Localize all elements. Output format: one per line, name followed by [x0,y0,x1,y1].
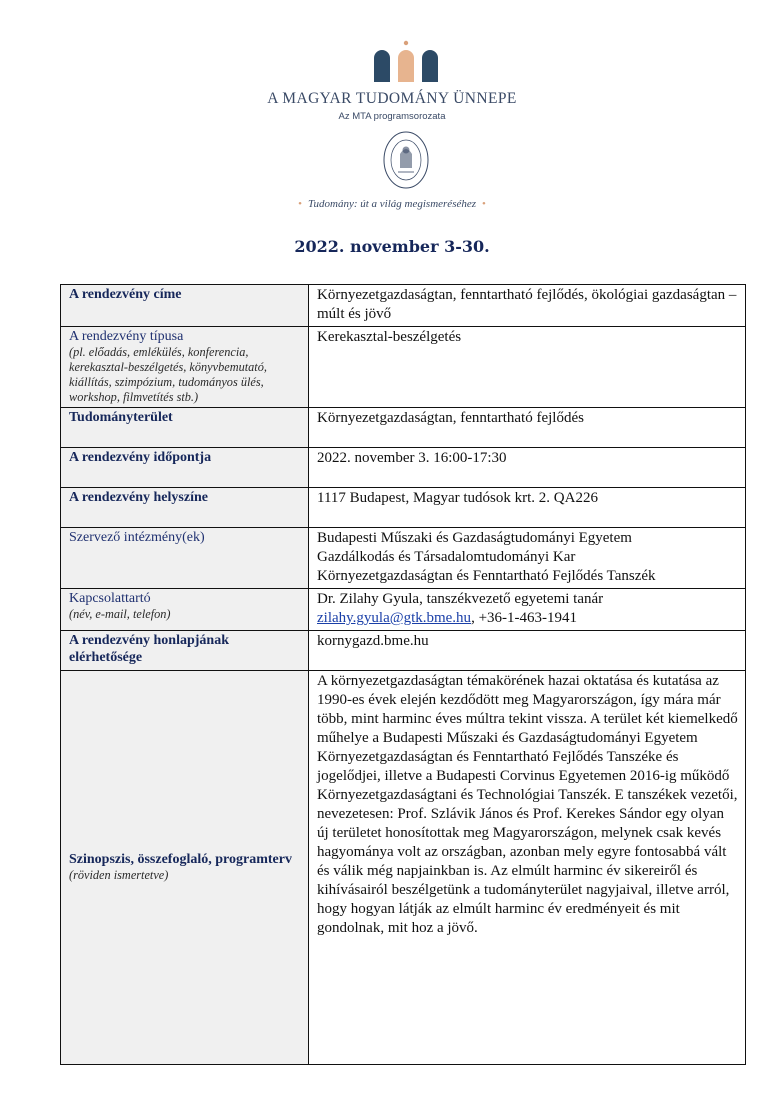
website-value: kornygazd.bme.hu [309,631,746,671]
row-label: Tudományterület [69,410,173,425]
row-label: Kapcsolattartó [69,591,151,606]
contact-name: Dr. Zilahy Gyula, tanszékvezető egyetemi tanár [317,591,604,607]
label-cell [61,631,309,671]
event-info-table [60,284,746,1065]
field-value: Környezetgazdaságtan, fenntartható fejlődés [309,408,746,448]
organizer-line: Gazdálkodás és Társadalomtudományi Kar [317,549,576,565]
contact-line [317,609,739,628]
table-row [61,327,746,408]
table-row [61,631,746,671]
event-type-value: Kerekasztal-beszélgetés [309,327,746,408]
table-row [61,448,746,488]
row-label: A rendezvény címe [69,287,182,302]
row-hint: (név, e-mail, telefon) [69,607,171,621]
time-value: 2022. november 3. 16:00-17:30 [309,448,746,488]
org-subtitle: Az MTA programsorozata [338,111,446,122]
label-cell [61,589,309,631]
table-row [61,408,746,448]
table-row [61,589,746,631]
label-cell [61,528,309,589]
row-label: A rendezvény típusa [69,329,184,344]
org-title: A MAGYAR TUDOMÁNY ÜNNEPE [267,90,517,107]
row-label: Szinopszis, összefoglaló, programterv [69,852,292,867]
organizer-line: Környezetgazdaságtan és Fenntartható Fejlődés Tanszék [317,568,656,584]
contact-value [309,589,746,631]
label-cell [61,285,309,327]
label-cell [61,327,309,408]
label-cell [61,488,309,528]
row-label: A rendezvény honlapjának elérhetősége [69,633,229,665]
row-hint: (pl. előadás, emlékülés, konferencia, kerekasztal-beszélgetés, könyvbemutató, kiállítás, szimpózium, tudományos ülés, workshop, filmvetítés stb.) [69,345,267,404]
row-label: Szervező intézmény(ek) [69,530,205,545]
mta-logo-icon [372,40,440,82]
table-row [61,488,746,528]
date-range-title: 2022. november 3-30. [294,237,490,256]
motto-text: Tudomány: út a világ megismeréséhez [307,198,477,210]
organizer-value [309,528,746,589]
table-row [61,528,746,589]
label-cell [61,448,309,488]
table-row [61,285,746,327]
row-label: A rendezvény helyszíne [69,490,208,505]
table-row [61,671,746,1065]
venue-value: 1117 Budapest, Magyar tudósok krt. 2. QA226 [309,488,746,528]
motto-line [0,198,784,210]
label-cell [61,671,309,1065]
synopsis-value: A környezetgazdaságtan témakörének hazai oktatása és kutatása az 1990-es évek elején kezdődött meg Magyarországon, így mára már több, mint harminc éves múltra tekint vissza. A terület két kiemelkedő műhelye a Budapesti Műszaki és Gazdaságtudományi Egyetem Környezetgazdaságtan és Fenntartható Fejlődés Tanszéke és jogelődjei, illetve a Budapesti Corvinus Egyetemen 2016-ig működő Környezetgazdaságtani és Technológiai Tanszék. E tanszékek vezetői, nevezetesen: Prof. Szlávik János és Prof. Kerekes Sándor egy olyan új területet honosítottak meg Magyarországon, melynek csak kevés hagyománya volt az országban, azonban mely egyre fontosabbá vált és válik még napjainkban is. Az elmúlt harminc év sikereiről és kihívásairól beszélgetünk a tudományterület nagyjaival, illetve arról, hogy hogyan látják az elmúlt harminc év eredményeit és mit gondolnak, mit hoz a jövő. [309,671,746,1065]
organizer-line: Budapesti Műszaki és Gazdaságtudományi Egyetem [317,530,632,546]
event-title-value: Környezetgazdaságtan, fenntartható fejlődés, ökológiai gazdaságtan – múlt és jövő [309,285,746,327]
row-hint: (röviden ismertetve) [69,868,169,882]
contact-phone: , +36-1-463-1941 [471,610,578,626]
bullet-icon: • [482,198,486,210]
bullet-icon: • [298,198,302,210]
contact-email-link[interactable]: zilahy.gyula@gtk.bme.hu [317,610,472,626]
row-label: A rendezvény időpontja [69,450,212,465]
academy-seal-icon [382,130,430,190]
label-cell [61,408,309,448]
